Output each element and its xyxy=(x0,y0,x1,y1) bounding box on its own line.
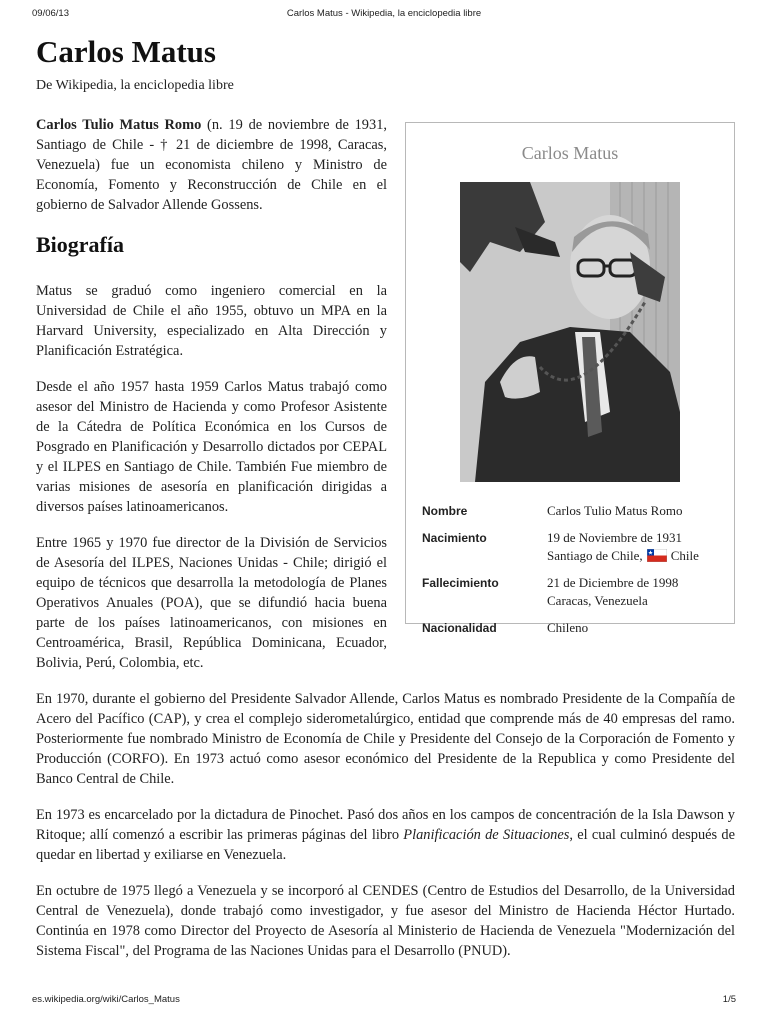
print-page-number: 1/5 xyxy=(722,994,736,1005)
infobox-value xyxy=(547,529,720,574)
chile-flag-icon xyxy=(647,549,667,562)
page-title: Carlos Matus xyxy=(36,34,216,69)
birth-date: 19 de Noviembre de 1931 xyxy=(547,530,683,545)
print-url: es.wikipedia.org/wiki/Carlos_Matus xyxy=(32,994,180,1005)
portrait-photo[interactable] xyxy=(460,182,680,482)
infobox-key: Nacionalidad xyxy=(422,621,497,635)
intro-text: (n. 19 de noviembre de 1931, Santiago de Chile - † 21 de diciembre de 1998, Caracas, Venezuela) fue un economista chileno y Ministro de Economía, Fomento y Reconstrucción de Chile en el gobierno de Salvador Allende Gossens. xyxy=(36,117,387,213)
print-page-title: Carlos Matus - Wikipedia, la enciclopedia libre xyxy=(286,8,482,19)
infobox-row-nombre xyxy=(420,502,720,529)
infobox-value: Chileno xyxy=(547,620,589,635)
portrait-image xyxy=(460,182,680,482)
paragraph xyxy=(36,805,735,865)
paragraph-text: En 1973 es encarcelado por la dictadura de Pinochet. Pasó dos años en los campos de concentración de la Isla Dawson y Ritoque; allí comenzó a escribir las primeras páginas del libro xyxy=(36,807,735,843)
birth-country-link[interactable]: Chile xyxy=(670,548,699,563)
print-footer xyxy=(32,994,736,1008)
infobox-value xyxy=(547,574,720,619)
paragraph: En 1970, durante el gobierno del Presidente Salvador Allende, Carlos Matus es nombrado Presidente de la Compañía de Acero del Pacífico (CAP), y crea el complejo siderometalúrgico, entidad que comprende más de 40 empresas del ramo. Posteriormente fue nombrado Ministro de Economía de Chile y Presidente del Consejo de la Corporación de Fomento y Producción (CORFO). En 1973 actuó como asesor económico del Presidente de la Republica y como Presidente del Banco Central de Chile. xyxy=(36,691,735,787)
book-title: Planificación de Situaciones xyxy=(403,827,570,843)
death-place: Caracas, Venezuela xyxy=(547,593,648,608)
infobox-key: Nombre xyxy=(422,504,468,518)
infobox-table xyxy=(420,502,720,646)
infobox-key: Nacimiento xyxy=(422,531,487,545)
site-tagline: De Wikipedia, la enciclopedia libre xyxy=(36,78,234,93)
infobox-value: Carlos Tulio Matus Romo xyxy=(547,503,683,518)
infobox-key: Fallecimiento xyxy=(422,576,499,590)
infobox-title: Carlos Matus xyxy=(521,143,619,163)
paragraph: Matus se graduó como ingeniero comercial en la Universidad de Chile el año 1955, obtuvo un MPA en la Harvard University, especializado en Alta Dirección y Planificación Estratégica. xyxy=(36,283,387,359)
article-body xyxy=(36,115,735,977)
death-date: 21 de Diciembre de 1998 xyxy=(547,575,679,590)
birth-place: Santiago de Chile, xyxy=(547,548,643,563)
infobox-row-nacimiento xyxy=(420,529,720,574)
paragraph: Desde el año 1957 hasta 1959 Carlos Matus trabajó como asesor del Ministro de Hacienda y como Profesor Asistente de la Cátedra de Política Económica en los Cursos de Posgrado en Planificación y Desarrollo dictados por CEPAL y el ILPES en Santiago de Chile. También Fue miembro de varias misiones de asesoría en planificación dirigidas a diversos países latinoamericanos. xyxy=(36,379,387,515)
infobox-row-fallecimiento xyxy=(420,574,720,619)
subject-full-name: Carlos Tulio Matus Romo xyxy=(36,117,202,133)
print-header xyxy=(32,8,736,22)
print-date: 09/06/13 xyxy=(32,8,69,19)
paragraph: En octubre de 1975 llegó a Venezuela y se incorporó al CENDES (Centro de Estudios del Desarrollo, de la Universidad Central de Venezuela), donde trabajó como investigador, y fue asesor del Ministro de Hacienda Héctor Hurtado. Continúa en 1978 como Director del Proyecto de Asesoría al Ministerio de Hacienda de Venezuela "Modernización del Sistema Fiscal", del Programa de las Naciones Unidas para el Desarrollo (PNUD). xyxy=(36,883,735,959)
section-heading-biografia: Biografía xyxy=(36,232,124,257)
paragraph-text: , el cual culminó después de quedar en libertad y exiliarse en Venezuela. xyxy=(36,827,735,863)
paragraph: Entre 1965 y 1970 fue director de la División de Servicios de Asesoría del ILPES, Naciones Unidas - Chile; dirigió el equipo de técnicos que desarrolla la metodología de Planes Operativos Anuales (POA), que se difundió hacia buena parte de los países latinoamericanos, con misiones en Centroamérica, Brasil, República Dominicana, Ecuador, Bolivia, Perú, Colombia, etc. xyxy=(36,535,387,671)
infobox-row-nacionalidad xyxy=(420,619,720,646)
infobox xyxy=(405,122,735,635)
